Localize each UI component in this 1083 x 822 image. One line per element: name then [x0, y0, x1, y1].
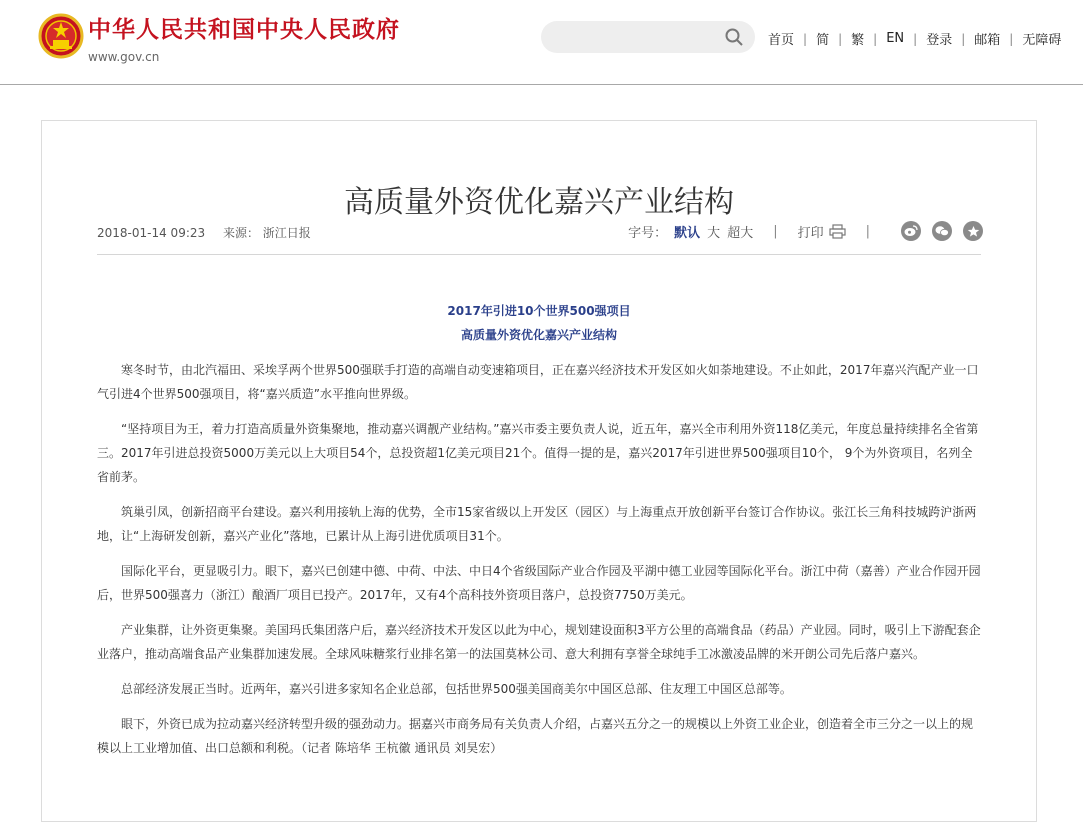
nav-home[interactable]: 首页	[768, 33, 795, 48]
national-emblem-icon	[38, 13, 84, 59]
article-title: 高质量外资优化嘉兴产业结构	[344, 185, 734, 221]
font-size-large[interactable]: 大	[707, 225, 721, 241]
paragraph: 眼下，外资已成为拉动嘉兴经济转型升级的强劲动力。据嘉兴市商务局有关负责人介绍，占嘉兴五分之一的规模以上外资工业企业，创造着全市三分之一以上的规模以上工业增加值、出口总额和利税。（记者 陈培华 王杭徽 通讯员 刘昊宏）	[97, 717, 974, 755]
nav-separator: |	[838, 31, 843, 46]
search-input[interactable]	[541, 21, 755, 53]
nav-accessibility[interactable]: 无障碍	[1022, 33, 1062, 48]
print-button[interactable]	[798, 222, 846, 241]
subhead: 高质量外资优化嘉兴产业结构	[460, 328, 617, 342]
nav-separator: |	[803, 31, 808, 46]
printer-icon	[829, 224, 846, 239]
nav-simplified[interactable]: 简	[816, 33, 830, 48]
subhead: 2017年引进10个世界500强项目	[447, 304, 631, 318]
header-divider	[97, 254, 981, 255]
site-logo[interactable]	[38, 13, 400, 65]
paragraph: “坚持项目为王，着力打造高质量外资集聚地，推动嘉兴调靓产业结构。”嘉兴市委主要负责人说，近五年，嘉兴全市利用外资118亿美元，年度总量持续排名全省第三。2017年引进总投资5000万美元以上大项目54个，总投资超1亿美元项目21个。值得一提的是，嘉兴2017年引进世界500强项目10个， 9个为外资项目，名列全省前茅。	[97, 422, 979, 484]
paragraph: 总部经济发展正当时。近两年，嘉兴引进多家知名企业总部，包括世界500强美国商美尔中国区总部、住友理工中国区总部等。	[121, 682, 792, 696]
tools-separator: |	[865, 223, 870, 239]
paragraph: 国际化平台，更显吸引力。眼下，嘉兴已创建中德、中荷、中法、中日4个省级国际产业合作园及平湖中德工业园等国际化平台。浙江中荷（嘉善）产业合作园开园后，世界500强喜力（浙江）酿酒厂项目已投产。2017年，又有4个高科技外资项目落户，总投资7750万美元。	[97, 564, 981, 602]
article-source: 来源： 浙江日报	[222, 226, 311, 240]
publish-date: 2018-01-14 09:23	[97, 226, 206, 240]
article-subheads	[97, 299, 981, 347]
search-icon[interactable]	[725, 28, 743, 46]
nav-separator: |	[1009, 31, 1014, 46]
nav-separator: |	[873, 31, 878, 46]
font-size-label: 字号：	[628, 225, 668, 241]
nav-mail[interactable]: 邮箱	[974, 33, 1001, 48]
paragraph: 筑巢引凤，创新招商平台建设。嘉兴利用接轨上海的优势，全市15家省级以上开发区（园区）与上海重点开放创新平台签订合作协议。张江长三角科技城跨沪浙两地，让“上海研发创新，嘉兴产业化”落地，已累计从上海引进优质项目31个。	[97, 505, 977, 543]
nav-english[interactable]: EN	[886, 31, 905, 46]
font-size-xlarge[interactable]: 超大	[727, 225, 754, 241]
nav-separator: |	[913, 31, 918, 46]
article-body	[97, 299, 981, 760]
favorite-icon[interactable]	[963, 221, 983, 241]
nav-traditional[interactable]: 繁	[851, 33, 865, 48]
tools-separator: |	[773, 223, 778, 239]
article-tools	[628, 221, 983, 241]
print-label: 打印	[797, 225, 824, 241]
font-size-default[interactable]: 默认	[674, 225, 701, 241]
site-name: 中华人民共和国中央人民政府	[88, 17, 400, 43]
article-container	[41, 120, 1037, 822]
nav-login[interactable]: 登录	[926, 33, 953, 48]
weibo-icon[interactable]	[901, 221, 921, 241]
paragraph: 产业集群，让外资更集聚。美国玛氏集团落户后，嘉兴经济技术开发区以此为中心，规划建设面积3平方公里的高端食品（药品）产业园。同时，吸引上下游配套企业落户，推动高端食品产业集群加速发展。全球风味糖浆行业排名第一的法国莫林公司、意大利拥有享誉全球纯手工冰激凌品牌的米开朗公司先后落户嘉兴。	[97, 623, 981, 661]
article-meta	[97, 224, 325, 241]
site-url: www.gov.cn	[88, 50, 160, 64]
wechat-icon[interactable]	[932, 221, 952, 241]
site-header	[0, 0, 1083, 85]
top-nav	[768, 29, 1061, 48]
nav-separator: |	[961, 31, 966, 46]
paragraph: 寒冬时节，由北汽福田、采埃孚两个世界500强联手打造的高端自动变速箱项目，正在嘉兴经济技术开发区如火如荼地建设。不止如此，2017年嘉兴汽配产业一口气引进4个世界500强项目，将“嘉兴质造”水平推向世界级。	[97, 363, 979, 401]
